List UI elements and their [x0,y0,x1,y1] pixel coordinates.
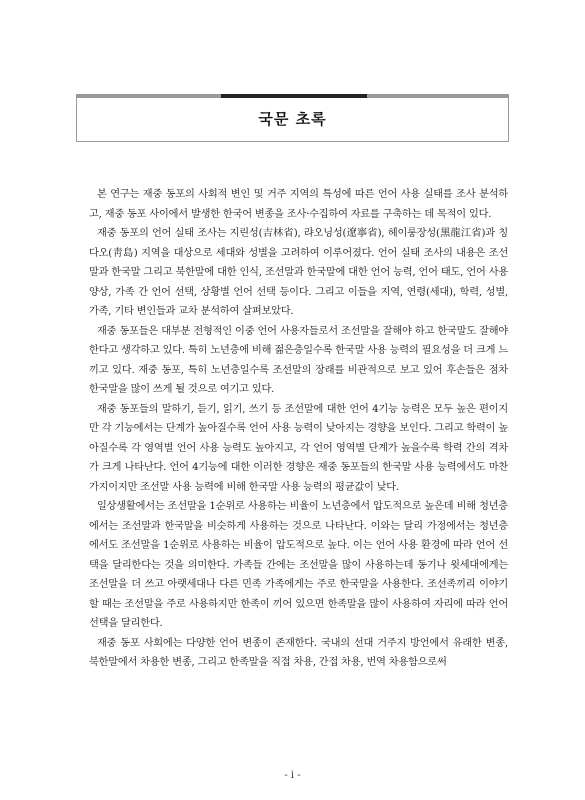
paragraph: 재중 동포 사회에는 다양한 언어 변종이 존재한다. 국내의 선대 거주지 방언에서 유래한 변종, 북한말에서 차용한 변종, 그리고 한족말을 직접 차용, 간접 차용, 번역 차용함으로써 [89,637,508,668]
page-title: 국문 초록 [258,110,327,128]
paragraph: 재중 동포의 언어 실태 조사는 지린성(吉林省), 랴오닝성(遼寧省), 헤이룽장성(黑龍江省)과 칭다오(靑島) 지역을 대상으로 세대와 성별을 고려하여 이루어졌다. 언어 실태 조사의 내용은 조선말과 한국말 그리고 북한말에 대한 인식, 조선말과 한국말에 대한 언어 능력, 언어 태도, 언어 사용 양상, 가족 간 언어 선택, 상황별 언어 선택 등이다. 그리고 이들을 지역, 연령(세대), 학력, 성별, 가족, 기타 변인들과 교차 분석하여 살펴보았다. [89,228,508,317]
title-accent-bar [221,94,367,98]
page-number: - i - [284,770,301,781]
paragraph: 재중 동포들의 말하기, 듣기, 읽기, 쓰기 등 조선말에 대한 언어 4기능 능력은 모두 높은 편이지만 각 기능에서는 단계가 높아질수록 언어 사용 능력이 낮아지는 경향을 보인다. 그리고 학력이 높아질수록 각 영역별 언어 사용 능력도 높아지고, 각 언어 영역별 단계가 높을수록 학력 간의 격차가 크게 나타난다. 언어 4기능에 대한 이러한 경향은 재중 동포들의 한국말 사용 능력에서도 마찬가지이지만 조선말 사용 능력에 비해 한국말 사용 능력의 평균값이 낮다. [89,403,508,493]
paragraph: 일상생활에서는 조선말을 1순위로 사용하는 비율이 노년층에서 압도적으로 높은데 비해 청년층에서는 조선말과 한국말을 비슷하게 사용하는 것으로 나타난다. 이와는 달리 가정에서는 청년층에서도 조선말을 1순위로 사용하는 비율이 압도적으로 높다. 이는 언어 사용 환경에 따라 언어 선택을 달리한다는 것을 의미한다. 가족들 간에는 조선말을 많이 사용하는데 동기나 윗세대에게는 조선말을 더 쓰고 아랫세대나 다른 민족 가족에게는 주로 한국말을 사용한다. 조선족끼리 이야기할 때는 조선말을 주로 사용하지만 한족이 끼어 있으면 한족말을 많이 사용하여 자리에 따라 언어 선택을 달리한다. [89,501,508,629]
paragraph: 재중 동포들은 대부분 전형적인 이중 언어 사용자들로서 조선말을 잘해야 하고 한국말도 잘해야 한다고 생각하고 있다. 특히 노년층에 비해 젊은층일수록 한국말 사용 능력의 필요성을 더 크게 느끼고 있다. 재중 동포, 특히 노년층일수록 조선말의 장래를 비관적으로 보고 있어 후손들은 점차 한국말을 많이 쓰게 될 것으로 여기고 있다. [89,325,508,395]
abstract-body [89,185,508,673]
title-box [76,94,509,142]
paragraph: 본 연구는 재중 동포의 사회적 변인 및 거주 지역의 특성에 따른 언어 사용 실태를 조사 분석하고, 재중 동포 사이에서 발생한 한국어 변종을 조사·수집하여 자료를 구축하는 데 목적이 있다. [89,189,508,220]
